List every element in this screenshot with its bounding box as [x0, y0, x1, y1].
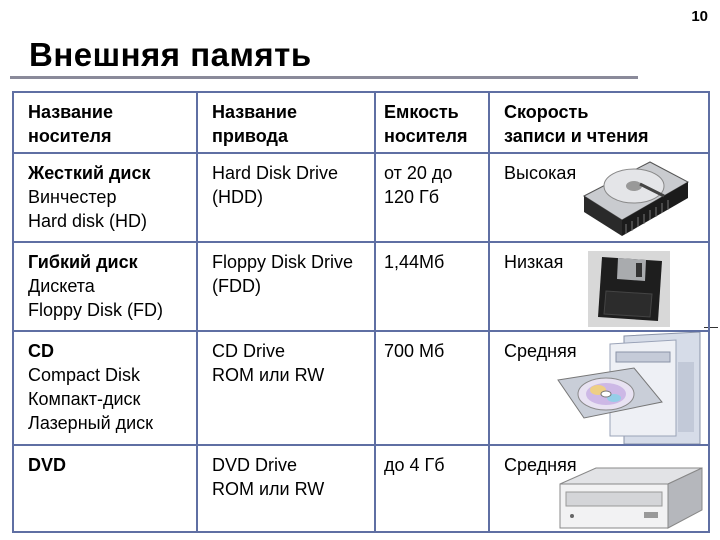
- page-title: Внешняя память: [29, 36, 312, 73]
- drive-name: ROM или RW: [212, 479, 325, 499]
- capacity-value: 120 Гб: [384, 187, 440, 207]
- media-alias: Hard disk (HD): [28, 211, 148, 231]
- speed-value: Средняя: [504, 341, 577, 361]
- media-name: Гибкий диск: [28, 252, 138, 272]
- header-cell: [375, 92, 489, 153]
- header-text: Емкость: [384, 102, 459, 122]
- storage-table: [12, 91, 710, 533]
- drive-cell: [197, 153, 375, 242]
- speed-cell: [489, 445, 709, 532]
- title-underline: [10, 76, 638, 79]
- speed-cell: [489, 331, 709, 445]
- drive-name: (HDD): [212, 187, 263, 207]
- drive-cell: [197, 242, 375, 331]
- media-alias: Компакт-диск: [28, 389, 141, 409]
- capacity-value: от 20 до: [384, 163, 453, 183]
- drive-name: Floppy Disk Drive: [212, 252, 354, 272]
- speed-cell: [489, 242, 709, 331]
- drive-cell: [197, 331, 375, 445]
- speed-value: Средняя: [504, 455, 577, 475]
- media-cell: [13, 445, 197, 532]
- speed-cell: [489, 153, 709, 242]
- header-text: привода: [212, 126, 288, 146]
- speed-value: Низкая: [504, 252, 564, 272]
- header-text: носителя: [384, 126, 468, 146]
- media-alias: Винчестер: [28, 187, 117, 207]
- media-name: DVD: [28, 455, 67, 475]
- header-text: Скорость: [504, 102, 589, 122]
- media-alias: Дискета: [28, 276, 95, 296]
- media-name: CD: [28, 341, 54, 361]
- drive-name: (FDD): [212, 276, 261, 296]
- header-text: записи и чтения: [504, 126, 649, 146]
- header-text: Название: [212, 102, 297, 122]
- media-name: Жесткий диск: [28, 163, 151, 183]
- page-number: 10: [691, 8, 708, 25]
- capacity-cell: [375, 242, 489, 331]
- capacity-cell: [375, 331, 489, 445]
- header-cell: [489, 92, 709, 153]
- speed-value: Высокая: [504, 163, 577, 183]
- capacity-cell: [375, 445, 489, 532]
- media-cell: [13, 153, 197, 242]
- drive-name: Hard Disk Drive: [212, 163, 339, 183]
- hard-disk-drive-image: [580, 156, 692, 240]
- media-alias: Floppy Disk (FD): [28, 300, 164, 320]
- table-row: [13, 153, 709, 242]
- header-cell: [197, 92, 375, 153]
- media-cell: [13, 242, 197, 331]
- media-alias: Лазерный диск: [28, 413, 154, 433]
- media-cell: [13, 331, 197, 445]
- table-row: [13, 445, 709, 532]
- drive-cell: [197, 445, 375, 532]
- media-alias: Compact Disk: [28, 365, 141, 385]
- header-cell: [13, 92, 197, 153]
- drive-name: CD Drive: [212, 341, 286, 361]
- dvd-drive-image: [556, 466, 704, 532]
- floppy-disk-image: [588, 251, 670, 327]
- header-text: носителя: [28, 126, 112, 146]
- capacity-value: 700 Мб: [384, 341, 445, 361]
- table-row: [13, 242, 709, 331]
- capacity-cell: [375, 153, 489, 242]
- drive-name: DVD Drive: [212, 455, 298, 475]
- drive-name: ROM или RW: [212, 365, 325, 385]
- header-text: Название: [28, 102, 113, 122]
- table-header-row: [13, 92, 709, 153]
- table-row: [13, 331, 709, 445]
- capacity-value: 1,44Мб: [384, 252, 445, 272]
- capacity-value: до 4 Гб: [384, 455, 445, 475]
